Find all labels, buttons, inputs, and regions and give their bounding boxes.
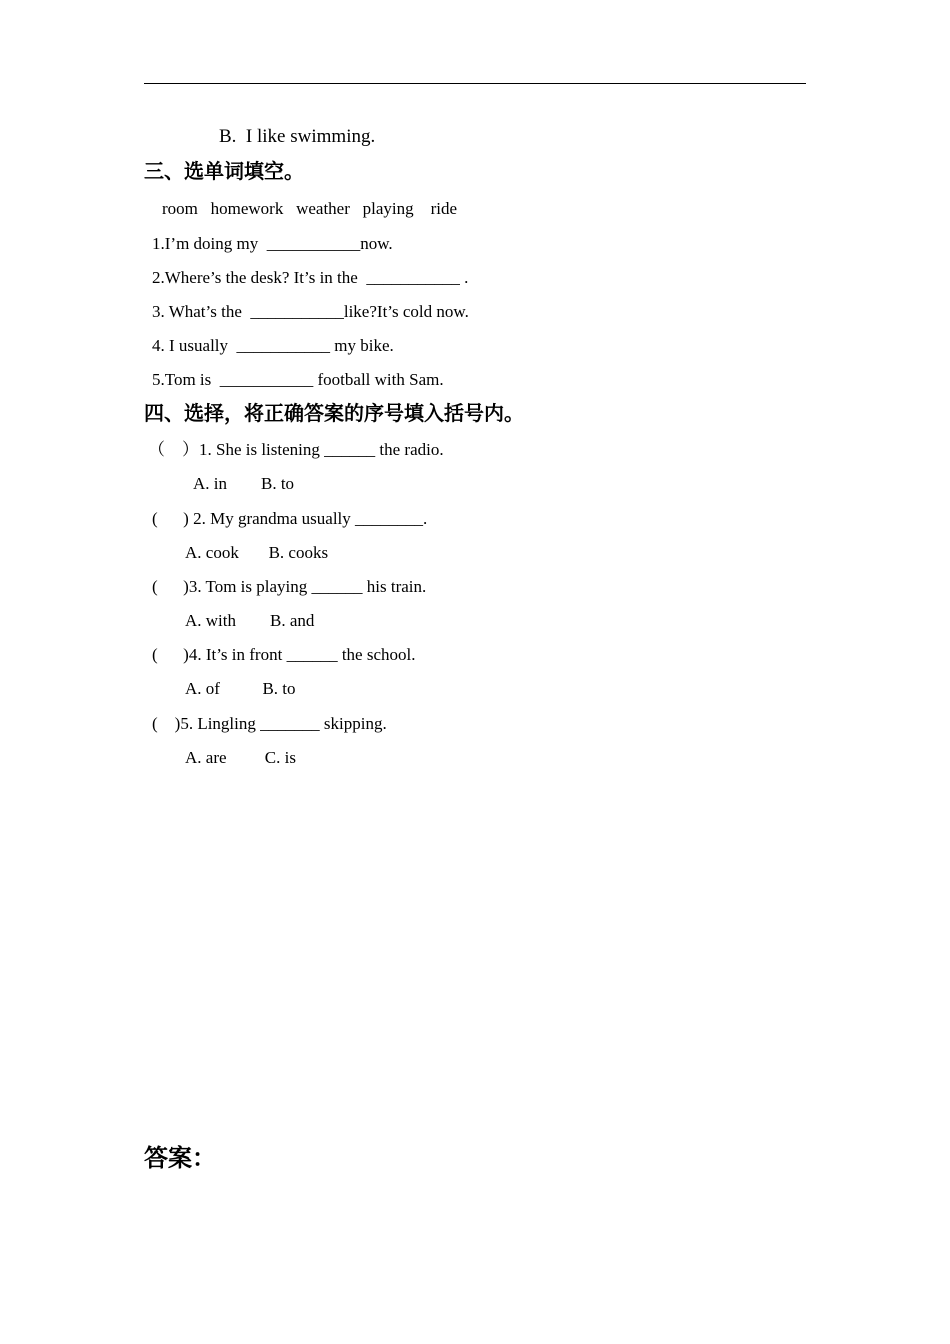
option-b-line: B. I like swimming. xyxy=(219,126,376,147)
fill-item-5: 5.Tom is ___________ football with Sam. xyxy=(152,370,444,389)
answer-heading: 答案： xyxy=(144,1144,216,1172)
question-1: （ ）1. She is listening ______ the radio. xyxy=(148,440,444,459)
question-3: ( )3. Tom is playing ______ his train. xyxy=(152,577,427,596)
word-bank: room homework weather playing ride xyxy=(162,199,458,218)
question-5: ( )5. Lingling _______ skipping. xyxy=(152,714,387,733)
fill-item-3: 3. What’s the ___________like?It’s cold now. xyxy=(152,302,469,321)
section-4-heading: 四、选择，将正确答案的序号填入括号内。 xyxy=(144,401,524,425)
section-3-heading: 三、选单词填空。 xyxy=(144,159,304,183)
fill-item-2: 2.Where’s the desk? It’s in the ___________ . xyxy=(152,268,469,287)
question-4: ( )4. It’s in front ______ the school. xyxy=(152,645,416,664)
question-5-options: A. are C. is xyxy=(185,748,296,767)
fill-item-4: 4. I usually ___________ my bike. xyxy=(152,336,394,355)
question-2-options: A. cook B. cooks xyxy=(185,543,329,562)
question-2: ( ) 2. My grandma usually ________. xyxy=(152,509,428,528)
question-4-options: A. of B. to xyxy=(185,679,296,698)
fill-item-1: 1.I’m doing my ___________now. xyxy=(152,234,393,253)
question-3-options: A. with B. and xyxy=(185,611,315,630)
header-rule xyxy=(144,83,806,84)
question-1-options: A. in B. to xyxy=(193,474,295,493)
